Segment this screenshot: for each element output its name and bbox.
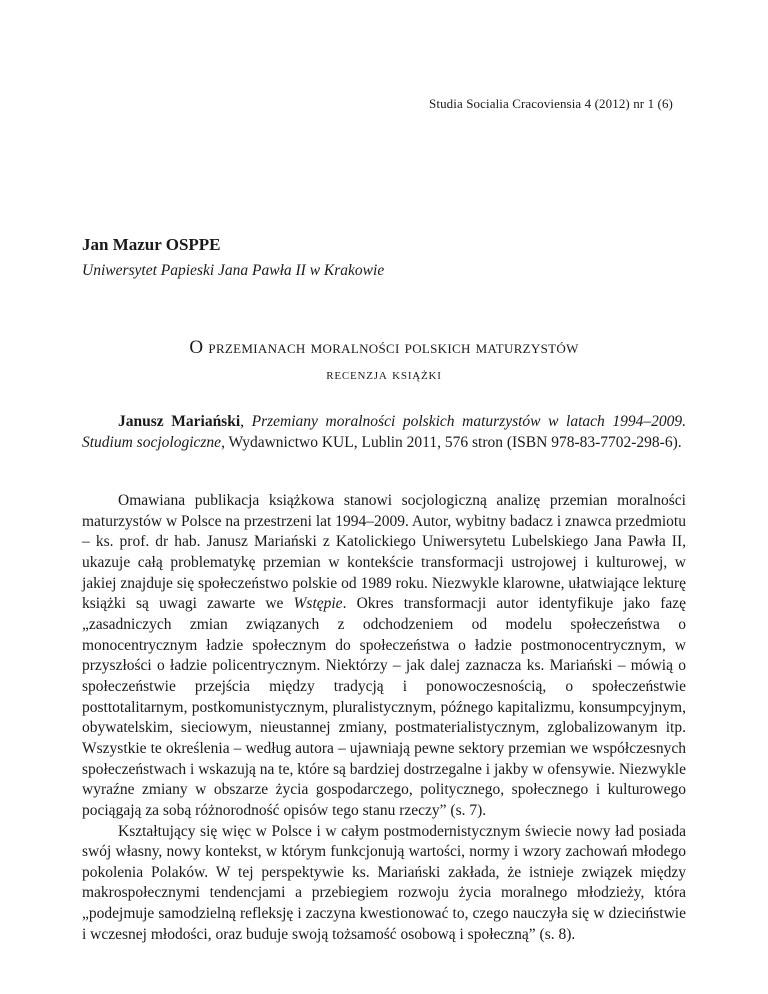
author-name: Jan Mazur OSPPE xyxy=(82,235,221,254)
paragraph-1-part-a: Omawiana publikacja książkowa stanowi socjologiczną analizę przemian moralności maturzystów w Polsce na przestrzeni lat 1994–2009. Autor, wybitny badacz i znawca przedmiotu – ks. prof. dr hab. Janusz Mariański z Katolickiego Uniwersytetu Lubelskiego Jana Pawła II, ukazuje całą problematykę przemian w kontekście transformacji ustrojowej i kulturowej, w jakiej znajduje się społeczeństwo polskie od 1989 roku. Niezwykle klarowne, ułatwiające lekturę książki są uwagi zawarte we xyxy=(82,492,686,613)
article-subtitle: recenzja książki xyxy=(326,367,442,383)
book-citation xyxy=(82,412,686,453)
citation-book-title: Przemiany moralności polskich maturzystów w latach 1994–2009. Studium socjologiczne xyxy=(82,413,686,451)
author-affiliation: Uniwersytet Papieski Jana Pawła II w Krakowie xyxy=(82,262,385,279)
paragraph-1 xyxy=(82,491,686,822)
article-title: O przemianach moralności polskich maturzystów xyxy=(189,337,579,358)
citation-separator: , xyxy=(240,413,252,430)
paragraph-1-part-b: . Okres transformacji autor identyfikuje jako fazę „zasadniczych zmian związanych z odchodzeniem od modelu społeczeństwa o monocentrycznym ładzie społecznym do społeczeństwa o ładzie postmonocentrycznym, w przyszłości o ładzie policentrycznym. Niektórzy – jak dalej zaznacza ks. Mariański – mówią o społeczeństwie przejścia między tradycją i ponowoczesnością, o społeczeństwie posttotalitarnym, postkomunistycznym, pluralistycznym, późnego kapitalizmu, konsumpcyjnym, obywatelskim, sieciowym, nieustannej zmiany, postmaterialistycznym, zglobalizowanym itp. Wszystkie te określenia – według autora – ujawniają pewne sektory przemian we współczesnych społeczeństwach i wskazują na te, które są bardziej dostrzegalne i jakby w ofensywie. Niezwykle wyraźne zmiany w obszarze życia gospodarczego, politycznego, społecznego i kulturowego pociągają za sobą różnorodność opisów tego stanu rzeczy” (s. 7). xyxy=(82,595,686,819)
citation-details: , Wydawnictwo KUL, Lublin 2011, 576 stron (ISBN 978-83-7702-298-6). xyxy=(221,433,682,451)
citation-author: Janusz Mariański xyxy=(118,413,241,430)
paragraph-1-emphasis: Wstępie xyxy=(293,595,343,613)
review-body xyxy=(82,491,686,945)
paragraph-2: Kształtujący się więc w Polsce i w całym postmodernistycznym świecie nowy ład posiada swój własny, nowy kontekst, w którym funkcjonują wartości, normy i wzory zachowań młodego pokolenia Polaków. W tej perspektywie ks. Mariański zakłada, że istnieje związek między makrospołecznymi tendencjami a przebiegiem rozwoju życia moralnego młodzieży, która „podejmuje samodzielną refleksję i zaczyna kwestionować to, czego nauczyła się w dzieciństwie i wczesnej młodości, oraz buduje swoją tożsamość osobową i społeczną” (s. 8). xyxy=(82,822,686,943)
journal-header: Studia Socialia Cracoviensia 4 (2012) nr 1 (6) xyxy=(429,96,673,111)
